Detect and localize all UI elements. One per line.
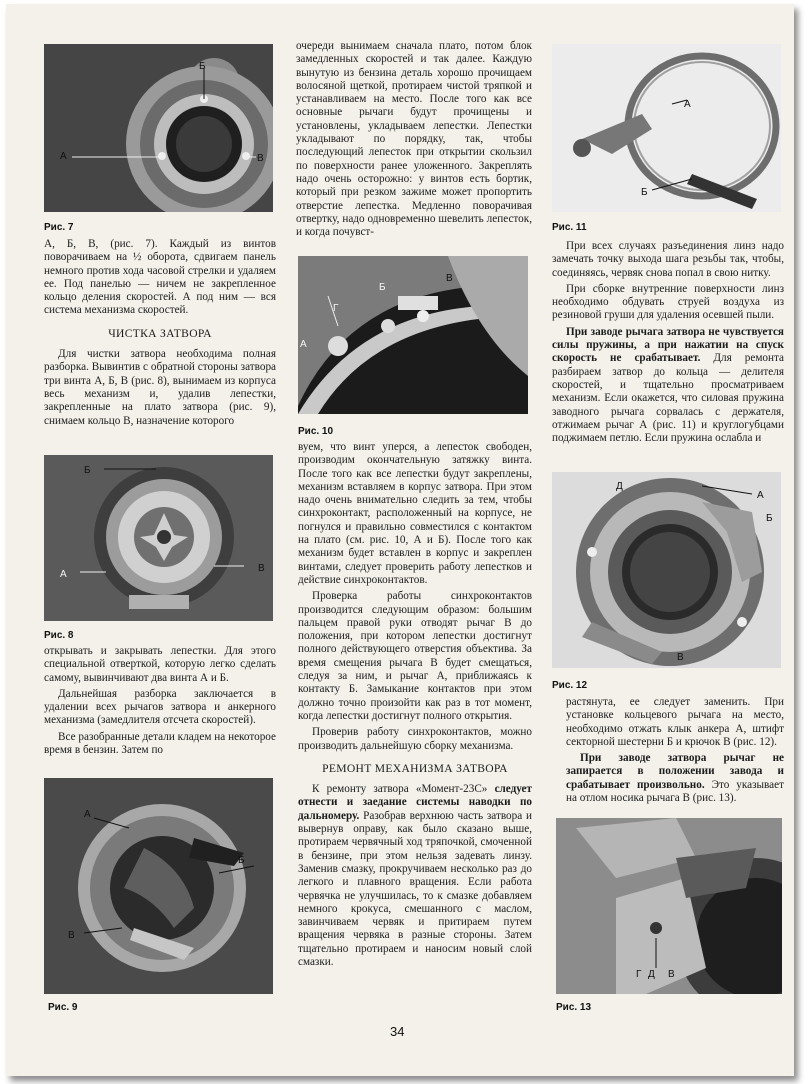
right-column-text-1 <box>552 240 784 445</box>
right-column-text-2 <box>566 696 784 805</box>
figure-9-label-v <box>68 927 80 945</box>
svg-text:Б: Б <box>379 282 386 292</box>
bold-text-run: При заводе рычага затвора не чувствуется силы пружины, а при нажатии на спуск скорость не срабатывает. <box>552 325 784 365</box>
middle-column-text-1 <box>296 40 532 239</box>
figure-8-illustration <box>44 455 273 621</box>
paragraph: Для чистки затвора необходима полная разборка. Вывинтив с обратной стороны затвора три винта А, Б, В (рис. 8), вынимаем из корпуса весь механизм и, удалив лепестки, закрепленные на плато затвора (рис. 9), снимаем кольцо В, назначение которого <box>44 348 276 427</box>
text-run: Для ремонта разбираем затвор до кольца — делителя скоростей, и тщательно просматриваем механизм. Если окажется, что силовая пружина заводного рычага сорвалась с держателя, отжимаем рычаг А (рис. 11) и круглогубцами поджимаем петлю. Если пружина ослабла и <box>552 352 784 445</box>
figure-12-label-v <box>677 649 689 667</box>
svg-text:А: А <box>60 569 67 579</box>
svg-text:Б: Б <box>766 513 773 523</box>
figure-13-label-d <box>648 966 660 984</box>
svg-text:Б: Б <box>641 187 648 197</box>
paragraph: открывать и закрывать лепестки. Для этого специальной отверткой, которую легко сделать самому, вывинчивают два винта А и Б. <box>44 645 276 684</box>
paragraph: При всех случаях разъединения линз надо замечать точку выхода шага резьбы так, чтобы, соединяясь, червяк снова попал в свою нитку. <box>552 240 784 279</box>
paragraph <box>298 783 532 969</box>
text-run: Разобрав верхнюю часть затвора и вывернув оправу, как было сказано выше, протираем червячный ход тряпочкой, смоченной в бензине, при этом нельзя задевать линзу. Заменив смазку, прокручиваем несколько раз до легкого и плавного вращения. Если работа червячка не улучшилась, то к смазке добавляем немного крокуса, смешанного с маслом, завинчиваем червяк и притираем путем вращения червяка в разные стороны. Затем тщательно протираем и наносим новый слой смазки. <box>298 809 532 968</box>
svg-text:Б: Б <box>199 61 206 71</box>
paragraph: При сборке внутренние поверхности линз необходимо обдувать струей воздуха из резиновой груши для удаления осевшей пыли. <box>552 282 784 322</box>
paragraph <box>552 326 784 446</box>
figure-10-label-g <box>333 300 345 318</box>
paragraph: Проверка работы синхроконтактов производится следующим образом: большим пальцем правой руки отводят рычаг В до положения, при котором лепестки достигнут полного действующего отверстия объектива. За время смещения рычага В будет смещаться, следуя за ним, и рычаг А, приближаясь к контакту Б. Замыкание контактов при этом должно точно произойти как раз в тот момент, когда лепестки достигнут полного открытия. <box>298 590 532 722</box>
figure-13-label-v <box>668 966 680 984</box>
bold-text-run: При заводе затвора рычаг не запирается в положении завода и срабатывает произвольно. <box>566 752 784 791</box>
figure-7-illustration <box>44 44 273 212</box>
svg-text:А: А <box>757 490 764 500</box>
paragraph <box>566 752 784 805</box>
svg-text:А: А <box>84 809 91 819</box>
paragraph: вуем, что винт уперся, а лепесток свободен, производим окончательную затяжку винта. После того как все лепестки будут закреплены, механизм вставляем в корпус затвора. При этом надо очень внимательно следить за тем, чтобы синхроконтакт, расположенный на корпусе, не погнулся и правильно совместился с контактом на плато (см. рис. 10, А и Б). После того как механизм будет вставлен в корпус и закреплен винтами, следует проверить работу лепестков и действие синхроконтактов. <box>298 441 532 586</box>
figure-8-caption: Рис. 8 <box>44 630 74 641</box>
svg-text:Д: Д <box>648 969 655 979</box>
svg-text:В: В <box>446 273 453 283</box>
figure-12-label-d <box>616 478 628 496</box>
figure-9-label-b <box>238 852 250 870</box>
figure-10-label-v <box>446 270 458 288</box>
section-heading-repair: РЕМОНТ МЕХАНИЗМА ЗАТВОРА <box>322 761 508 775</box>
figure-7-label-v <box>257 150 269 168</box>
figure-7-photo <box>44 44 273 212</box>
figure-7-label-a <box>60 148 72 166</box>
bold-text-run: следует отнести и заедание системы наводки по дальномеру. <box>298 783 532 822</box>
middle-column-text-2 <box>298 441 532 969</box>
figure-12-illustration <box>552 472 781 668</box>
figure-13-label-g <box>636 966 648 984</box>
svg-text:Б: Б <box>84 465 91 475</box>
figure-11-illustration <box>552 44 781 212</box>
figure-10-illustration <box>298 256 528 414</box>
figure-10-caption: Рис. 10 <box>298 426 334 437</box>
svg-text:В: В <box>257 153 264 163</box>
paragraph: растянута, ее следует заменить. При установке кольцевого рычага на место, необходимо отжать клык анкера А, штифт секторной шестерни Б и крючок В (рис. 12). <box>566 696 784 748</box>
figure-11-caption: Рис. 11 <box>552 222 587 233</box>
text-run: К ремонту затвора «Момент-23С» <box>312 783 495 796</box>
figure-9-photo <box>44 778 273 994</box>
figure-12-photo <box>552 472 781 668</box>
figure-13-caption: Рис. 13 <box>556 1002 592 1013</box>
paragraph: Дальнейшая разборка заключается в удалении всех рычагов затвора и анкерного механизма (замедлителя отсчета скоростей). <box>44 687 276 727</box>
svg-text:А: А <box>300 339 307 349</box>
figure-8-photo <box>44 455 273 621</box>
svg-text:В: В <box>668 969 675 979</box>
figure-9-caption: Рис. 9 <box>48 1002 78 1013</box>
left-column-text-1 <box>44 238 276 428</box>
paragraph: Проверив работу синхроконтактов, можно производить дальнейшую сборку механизма. <box>298 726 532 752</box>
paragraph: А, Б, В, (рис. 7). Каждый из винтов поворачиваем на ½ оборота, сдвигаем панель немного против хода часовой стрелки и удаляем ее. Под панелью — ничем не закрепленное кольцо деления скоростей. А под ним — вся система механизма скоростей. <box>44 238 276 317</box>
svg-text:А: А <box>60 151 67 161</box>
figure-7-caption: Рис. 7 <box>44 222 74 233</box>
left-column-text-2 <box>44 645 276 757</box>
svg-text:В: В <box>677 652 684 662</box>
page-number: 34 <box>390 1024 405 1039</box>
svg-text:Д: Д <box>616 481 623 491</box>
svg-text:Б: Б <box>238 855 245 865</box>
figure-11-label-b <box>641 184 653 202</box>
paragraph: Все разобранные детали кладем на некоторое время в бензин. Затем по <box>44 730 276 757</box>
figure-8-label-v <box>258 560 270 578</box>
figure-9-illustration <box>44 778 273 994</box>
figure-12-caption: Рис. 12 <box>552 680 588 691</box>
svg-text:Г: Г <box>333 303 339 313</box>
figure-8-label-a <box>60 566 72 584</box>
text-run: Это указывает на отлом носика рычага В (рис. 13). <box>566 778 784 805</box>
svg-text:В: В <box>258 563 265 573</box>
svg-text:А: А <box>684 99 691 109</box>
figure-12-label-a <box>757 487 769 505</box>
figure-10-label-b <box>379 279 391 297</box>
paragraph: очереди вынимаем сначала плато, потом блок замедленных скоростей и так далее. Каждую вынутую из бензина деталь хорошо прочищаем волосяной щеткой, протираем чистой тряпкой и устанавливаем на место. После того как все основные рычаги будут прочищены и установлены, укладываем лепестки. Лепестки укладывают по порядку, так, чтобы последующий лепесток при открытии скользил по поверхности ранее уложенного. Закреплять надо очень осторожно: у винтов есть бортик, который при резком зажиме может пропортить отверстие лепестка. Медленно поворачивая отвертку, надо одновременно шевелить лепесток, и когда почувст- <box>296 40 532 239</box>
figure-11-label-a <box>684 96 696 114</box>
figure-12-label-b <box>766 510 778 528</box>
figure-8-label-b <box>84 462 96 480</box>
figure-10-photo <box>298 256 528 414</box>
figure-11-photo <box>552 44 781 212</box>
figure-10-label-a <box>300 336 312 354</box>
svg-text:Г: Г <box>636 969 642 979</box>
figure-9-label-a <box>84 806 96 824</box>
section-heading-cleaning: ЧИСТКА ЗАТВОРА <box>108 326 212 340</box>
figure-7-label-b <box>199 58 211 76</box>
svg-text:В: В <box>68 930 75 940</box>
